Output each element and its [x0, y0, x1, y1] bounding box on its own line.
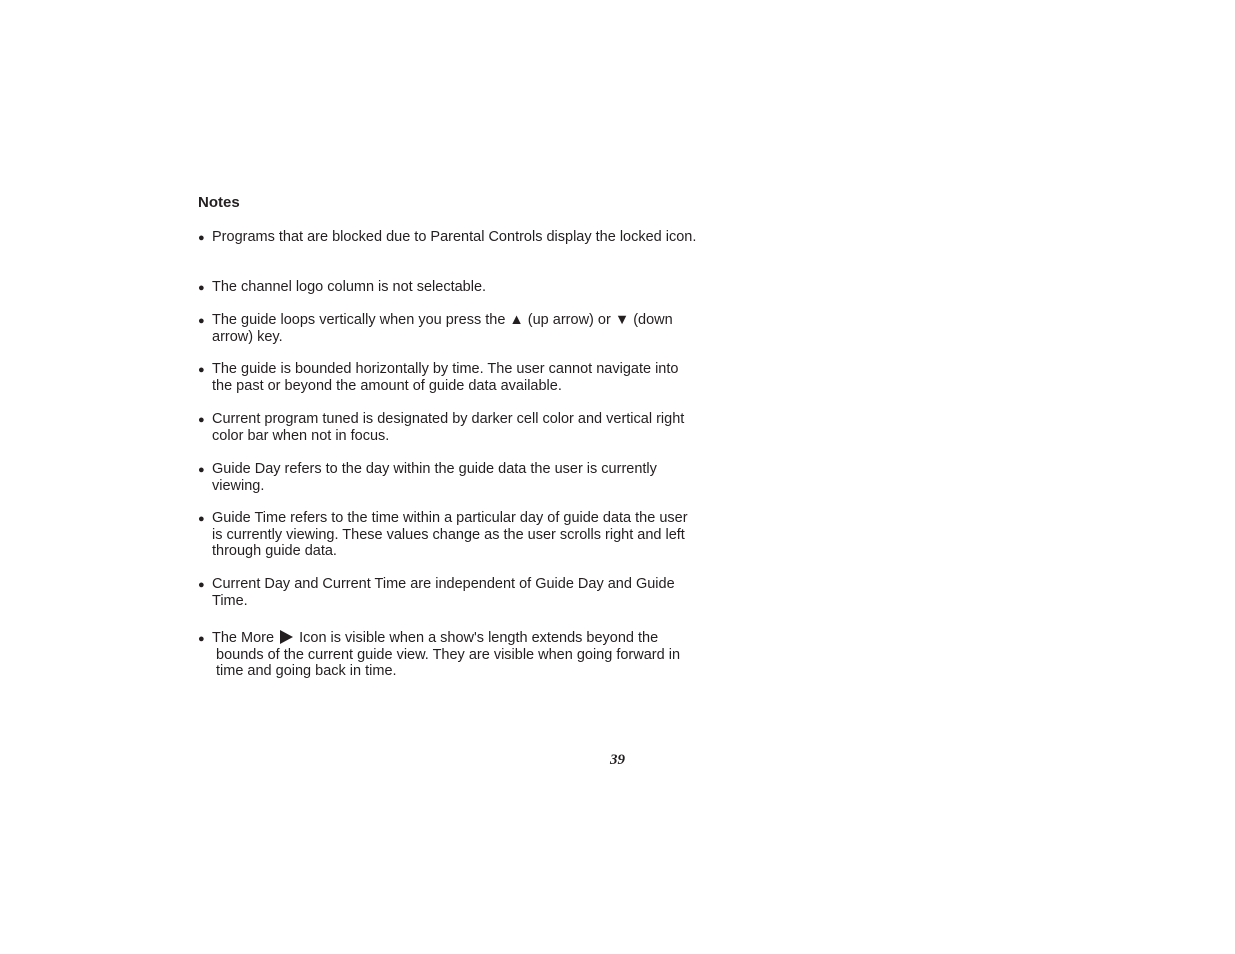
note-text: Current program tuned is designated by darker cell color and vertical right color bar when not in focus.: [212, 411, 685, 444]
note-item: [198, 229, 698, 246]
play-arrow-icon: [280, 630, 293, 644]
note-item-more: [198, 630, 698, 680]
bullet-icon: ●: [198, 464, 205, 476]
note-text: [212, 630, 698, 680]
notes-heading: Notes: [198, 194, 240, 211]
bullet-icon: ●: [198, 513, 205, 525]
note-item: [198, 312, 698, 345]
note-text: The guide is bounded horizontally by time. The user cannot navigate into the past or beyond the amount of guide data available.: [212, 361, 679, 394]
note-item: [198, 461, 698, 494]
bullet-icon: ●: [198, 232, 205, 244]
more-note-prefix: The More: [212, 630, 275, 646]
bullet-icon: ●: [198, 282, 205, 294]
note-text: Guide Day refers to the day within the guide data the user is currently viewing.: [212, 461, 657, 494]
note-item: [198, 510, 698, 560]
note-text: The channel logo column is not selectable.: [212, 279, 487, 295]
note-text: The guide loops vertically when you press the ▲ (up arrow) or ▼ (down arrow) key.: [212, 312, 673, 345]
note-text: Guide Time refers to the time within a particular day of guide data the user is currently viewing. These values change as the user scrolls right and left through guide data.: [212, 510, 688, 560]
bullet-icon: ●: [198, 579, 205, 591]
note-item: [198, 361, 698, 394]
note-item: [198, 279, 698, 296]
note-item: [198, 576, 698, 609]
note-item: [198, 411, 698, 444]
note-text: Current Day and Current Time are independent of Guide Day and Guide Time.: [212, 576, 675, 609]
page-number: 39: [610, 752, 625, 768]
more-note-suffix: Icon is visible when a show's length extends beyond the bounds of the current guide view. They are visible when going forward in time and going back in time.: [216, 630, 681, 680]
note-text: Programs that are blocked due to Parental Controls display the locked icon.: [212, 229, 697, 245]
bullet-icon: ●: [198, 315, 205, 327]
bullet-icon: ●: [198, 633, 205, 645]
bullet-icon: ●: [198, 414, 205, 426]
bullet-icon: ●: [198, 364, 205, 376]
